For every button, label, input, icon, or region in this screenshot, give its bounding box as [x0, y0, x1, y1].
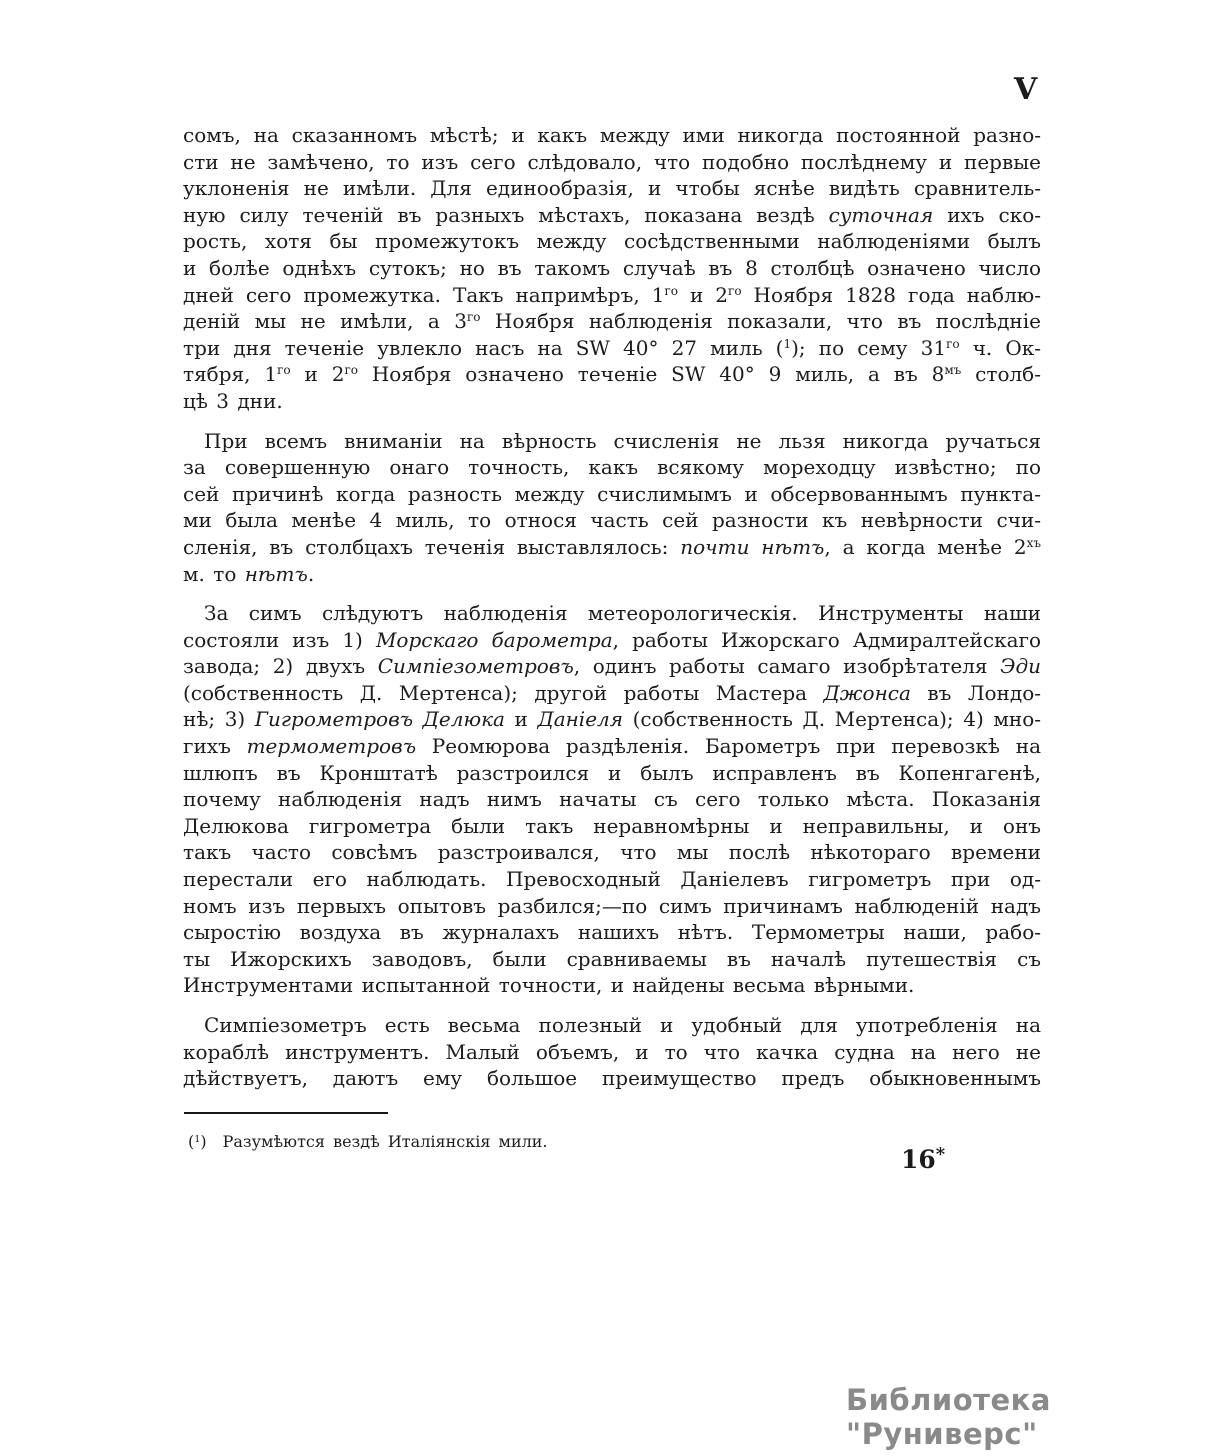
text-run: ми была менѣе 4 миль, то относя часть сей разности къ невѣрности счи-: [183, 508, 1041, 533]
text-run: Реомюрова раздѣленія. Барометръ при перевозкѣ на: [416, 734, 1042, 759]
text-line: [183, 653, 1041, 680]
footnote-divider: [184, 1112, 388, 1114]
text-run: Ноября наблюденія показали, что въ послѣдніе: [480, 309, 1041, 334]
superscript-text: 1: [194, 1134, 201, 1145]
text-line: [183, 149, 1041, 176]
text-run: и болѣе однѣхъ сутокъ; но въ такомъ случаѣ въ 8 столбцѣ означено число: [183, 255, 1041, 280]
text-line: [183, 481, 1041, 508]
text-run: гихъ: [183, 734, 247, 759]
italic-text: суточная: [828, 202, 934, 227]
text-run: за совершенную онаго точность, какъ всякому мореходцу извѣстно; по: [183, 455, 1041, 480]
text-run: сти не замѣчено, то изъ сего слѣдовало, что подобно послѣднему и первые: [183, 149, 1041, 174]
text-line: [183, 255, 1041, 282]
text-line: [183, 454, 1041, 481]
italic-text: почти нѣтъ: [680, 534, 825, 559]
text-run: ты Ижорскихъ заводовъ, были сравниваемы въ началѣ путешествія съ: [183, 946, 1041, 971]
text-run: и 2: [290, 362, 345, 387]
superscript-text: го: [946, 336, 960, 351]
text-run: и: [504, 707, 538, 732]
text-line: [183, 1065, 1041, 1092]
text-run: ч. Ок-: [959, 335, 1042, 360]
text-run: и 2: [677, 282, 729, 307]
text-run: ); по сему 31: [791, 335, 947, 360]
signature-asterisk: *: [935, 1144, 946, 1165]
text-line: [183, 893, 1041, 920]
text-run: такъ часто совсѣмъ разстроивался, что мы послѣ нѣкотораго времени: [183, 840, 1041, 865]
text-run: кораблѣ инструментъ. Малый объемъ, и то что качка судна на него не: [183, 1039, 1041, 1064]
superscript-text: 1: [783, 336, 792, 351]
text-run: , одинъ работы самаго изобрѣтателя: [573, 654, 1001, 679]
text-run: завода; 2) двухъ: [183, 654, 378, 679]
text-line: [183, 600, 1041, 627]
italic-text: Гигрометровъ Делюка: [254, 707, 505, 732]
text-line: [183, 919, 1041, 946]
text-line: [183, 680, 1041, 707]
superscript-text: хъ: [1026, 535, 1041, 550]
text-line: [183, 561, 1041, 588]
text-run: ) Разумѣются вездѣ Италіянскія мили.: [200, 1132, 548, 1151]
text-run: въ Лондо-: [910, 680, 1041, 705]
text-run: , работы Ижорскаго Адмиралтейскаго: [612, 627, 1042, 652]
text-run: шлюпъ въ Кронштатѣ разстроился и былъ исправленъ въ Копенгагенѣ,: [183, 760, 1041, 785]
text-run: Инструментами испытанной точности, и найдены весьма вѣрными.: [183, 973, 915, 998]
text-line: [183, 839, 1041, 866]
text-line: [183, 706, 1041, 733]
superscript-text: го: [466, 310, 481, 325]
text-run: дней сего промежутка. Такъ напримѣръ, 1: [183, 282, 665, 307]
text-run: столб-: [961, 362, 1041, 387]
text-line: [183, 1039, 1041, 1066]
text-run: (собственность Д. Мертенса); 4) мно-: [623, 707, 1042, 732]
text-run: три дня теченіе увлекло насъ на SW 40° 27 миль (: [183, 335, 784, 360]
text-run: почему наблюденія надъ нимъ начаты съ сего только мѣста. Показанія: [183, 787, 1041, 812]
text-run: цѣ 3 дни.: [183, 388, 283, 413]
text-run: .: [307, 561, 315, 586]
footnote-text: [188, 1131, 888, 1153]
italic-text: Даніеля: [537, 707, 624, 732]
text-run: сей причинѣ когда разность между счислимымъ и обсервованнымъ пункта-: [183, 481, 1041, 506]
text-run: Симпіезометръ есть весьма полезный и удобный для употребленія на: [204, 1013, 1041, 1037]
text-run: тября, 1: [183, 362, 278, 387]
italic-text: термометровъ: [246, 734, 417, 759]
text-run: дѣйствуетъ, даютъ ему большое преимущество предъ обыкновеннымъ: [183, 1066, 1041, 1091]
page-number: V: [1014, 72, 1039, 107]
text-run: рость, хотя бы промежутокъ между сосѣдственными наблюденіями былъ: [183, 229, 1041, 254]
text-line: [183, 760, 1041, 787]
text-line: [183, 228, 1041, 255]
italic-text: Джонса: [823, 680, 911, 705]
text-run: Ноября означено теченіе SW 40° 9 миль, а въ 8: [357, 362, 945, 387]
text-line: [183, 972, 1041, 999]
text-run: ную силу теченій въ разныхъ мѣстахъ, показана вездѣ: [183, 202, 829, 227]
text-line: [183, 388, 1041, 415]
text-line: [183, 946, 1041, 973]
text-line: [183, 308, 1041, 335]
italic-text: Эди: [1000, 654, 1041, 679]
paragraph: [183, 1012, 1041, 1092]
text-line: [183, 786, 1041, 813]
text-line: [183, 507, 1041, 534]
signature-mark: [901, 1145, 945, 1174]
text-line: [183, 534, 1041, 561]
text-run: (собственность Д. Мертенса); другой работы Мастера: [183, 680, 824, 705]
text-run: м. то: [183, 561, 245, 586]
text-run: Делюкова гигрометра были такъ неравномѣрны и неправильны, и онъ: [183, 813, 1041, 838]
text-run: сыростію воздуха въ журналахъ нашихъ нѣтъ. Термометры наши, рабо-: [183, 920, 1041, 945]
superscript-text: го: [344, 363, 358, 378]
text-line: [183, 428, 1041, 455]
text-run: состояли изъ 1): [183, 627, 376, 652]
superscript-text: го: [664, 283, 678, 298]
text-line: [183, 866, 1041, 893]
text-line: [183, 122, 1041, 149]
superscript-text: го: [728, 283, 742, 298]
text-run: деній мы не имѣли, а 3: [183, 309, 467, 334]
signature-number: 16: [901, 1145, 936, 1174]
paragraph: [183, 600, 1041, 999]
text-line: [183, 813, 1041, 840]
text-line: [183, 175, 1041, 202]
text-line: [183, 627, 1041, 654]
italic-text: Морскаго барометра: [375, 627, 613, 652]
paragraph: [183, 122, 1041, 415]
superscript-text: го: [277, 363, 291, 378]
text-line: [183, 733, 1041, 760]
library-watermark: Библиотека "Руниверс": [846, 1383, 1051, 1451]
text-run: , а когда менѣе 2: [824, 534, 1027, 559]
paragraph: [183, 428, 1041, 588]
text-line: [183, 1012, 1041, 1039]
italic-text: Симпіезометровъ: [377, 654, 574, 679]
text-run: Ноября 1828 года наблю-: [741, 282, 1041, 307]
text-run: сленія, въ столбцахъ теченія выставлялось:: [183, 534, 681, 559]
text-run: ихъ ско-: [933, 202, 1041, 227]
text-run: перестали его наблюдать. Превосходный Даніелевъ гигрометръ при од-: [183, 867, 1041, 892]
text-line: [183, 282, 1041, 309]
text-line: [183, 335, 1041, 362]
text-run: При всемъ вниманіи на вѣрность счисленія не льзя никогда ручаться: [204, 428, 1041, 453]
superscript-text: мъ: [944, 363, 962, 378]
text-line: [183, 361, 1041, 388]
text-run: сомъ, на сказанномъ мѣстѣ; и какъ между ими никогда постоянной разно-: [183, 123, 1041, 147]
text-line: [183, 202, 1041, 229]
text-run: номъ изъ первыхъ опытовъ разбился;—по симъ причинамъ наблюденій надъ: [183, 893, 1041, 918]
italic-text: нѣтъ: [244, 561, 308, 586]
text-run: нѣ; 3): [183, 707, 255, 732]
text-run: уклоненія не имѣли. Для единообразія, и чтобы яснѣе видѣть сравнитель-: [183, 176, 1041, 201]
text-run: (: [188, 1132, 195, 1151]
body-text: [183, 122, 1041, 1092]
text-run: За симъ слѣдуютъ наблюденія метеорологическія. Инструменты наши: [204, 601, 1041, 626]
